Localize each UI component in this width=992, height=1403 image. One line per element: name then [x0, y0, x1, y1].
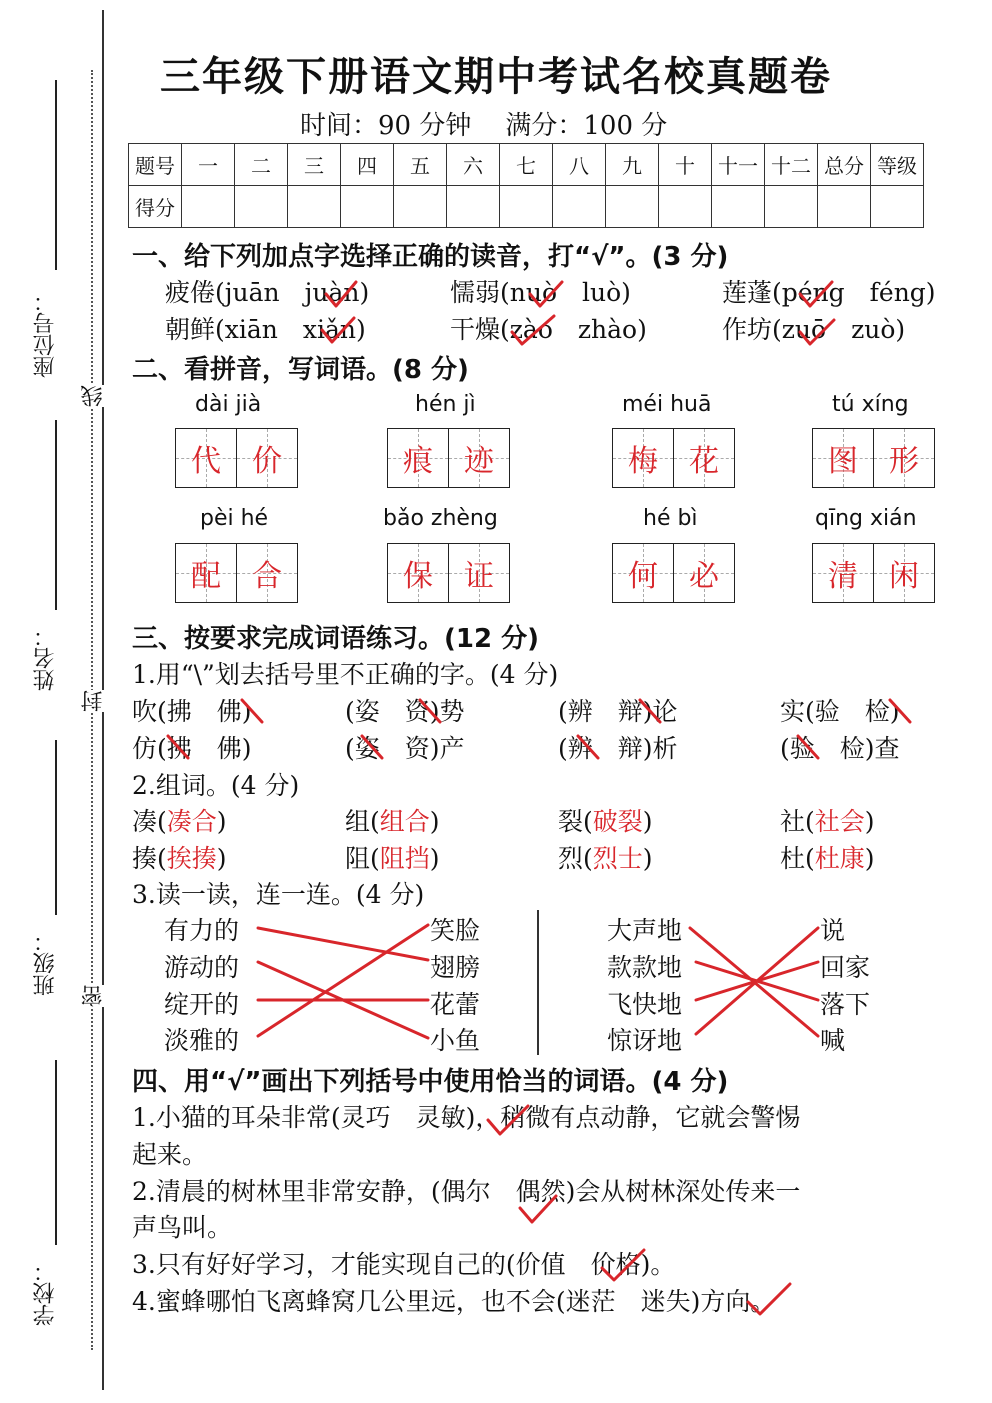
check-mark: [602, 1250, 644, 1280]
answer-char: 何: [628, 559, 658, 594]
check-mark: [748, 1284, 790, 1314]
table-cell: 六: [447, 144, 500, 186]
table-cell: 一: [182, 144, 235, 186]
seal-xian: 线: [78, 385, 109, 407]
base-char: 裂: [558, 807, 584, 836]
check-mark: [322, 318, 354, 342]
base-char: 阻: [345, 844, 371, 873]
answer-char: 代: [191, 444, 221, 479]
match-left: 淡雅的: [164, 1026, 240, 1055]
strike-mark: [578, 736, 598, 758]
question-3-2: 2.组词。(4 分): [132, 771, 300, 800]
class-label: 班级：: [33, 930, 58, 996]
page-title: 三年级下册语文期中考试名校真题卷: [160, 54, 832, 100]
word-group-item: 阻(阻挡): [345, 844, 440, 873]
table-cell: 十二: [765, 144, 818, 186]
pinyin-prompt: qīng xián: [815, 506, 917, 531]
word-group-item: 揍(挨揍): [132, 844, 227, 873]
school-label: 学校：: [33, 1260, 58, 1326]
table-cell: 十一: [712, 144, 765, 186]
answer-char: 图: [828, 444, 858, 479]
answer-char: 痕: [403, 444, 433, 479]
check-mark: [326, 282, 356, 306]
base-char: 社: [780, 807, 806, 836]
name-label: 姓名：: [33, 625, 58, 691]
word-group-item: 杜(杜康): [780, 844, 875, 873]
match-left: 飞快地: [607, 990, 683, 1019]
match-left: 有力的: [164, 916, 240, 945]
sentence-line: 起来。: [132, 1140, 208, 1169]
table-cell: 七: [500, 144, 553, 186]
strike-mark: [168, 736, 188, 758]
strike-mark: [640, 700, 660, 722]
section-2-heading: 二、看拼音，写词语。(8 分): [132, 355, 469, 385]
pinyin-prompt: hé bì: [643, 506, 698, 531]
match-right: 小鱼: [430, 1026, 481, 1055]
answer-word[interactable]: 破裂: [592, 807, 643, 836]
table-cell: 总分: [818, 144, 871, 186]
base-char: 组: [345, 807, 371, 836]
question-3-3: 3.读一读，连一连。(4 分): [132, 880, 425, 909]
question-3-1: 1.用“\”划去括号里不正确的字。(4 分): [132, 660, 559, 689]
answer-char: 价: [252, 444, 282, 479]
sentence-line: 4.蜜蜂哪怕飞离蜂窝几公里远，也不会(迷茫 迷失)方向。: [132, 1287, 776, 1316]
answer-char: 闲: [889, 559, 919, 594]
pinyin-choice: 朝鲜(xiān xiǎn): [165, 315, 366, 344]
base-char: 杜: [780, 844, 806, 873]
match-right: 落下: [820, 990, 871, 1019]
sentence-line: 1.小猫的耳朵非常(灵巧 灵敏)，稍微有点动静，它就会警惕: [132, 1103, 801, 1132]
match-left: 款款地: [607, 953, 683, 982]
word-group-item: 裂(破裂): [558, 807, 653, 836]
answer-char: 花: [689, 444, 719, 479]
crossout-item: (姿 资)势: [345, 697, 465, 726]
crossout-item: (姿 资)产: [345, 734, 465, 763]
check-mark: [520, 1196, 556, 1222]
match-line: [258, 928, 428, 960]
word-group-item: 凑(凑合): [132, 807, 227, 836]
answer-char: 迹: [464, 444, 494, 479]
pinyin-prompt: bǎo zhèng: [383, 506, 498, 531]
section-3-heading: 三、按要求完成词语练习。(12 分): [132, 624, 539, 654]
pinyin-prompt: hén jì: [415, 392, 476, 417]
section-1-heading: 一、给下列加点字选择正确的读音，打“√”。(3 分): [132, 242, 729, 272]
table-cell: 等级: [871, 144, 924, 186]
table-cell: 二: [235, 144, 288, 186]
crossout-item: 吹(拂 佛): [132, 697, 252, 726]
strike-mark: [242, 700, 262, 722]
seal-mi: 密: [78, 985, 109, 1007]
answer-word[interactable]: 凑合: [166, 807, 217, 836]
crossout-item: 仿(拂 佛): [132, 734, 252, 763]
base-char: 烈: [558, 844, 584, 873]
strike-mark: [798, 736, 818, 758]
match-right: 花蕾: [430, 990, 481, 1019]
crossout-item: 实(验 检): [780, 697, 900, 726]
strike-mark: [420, 700, 440, 722]
strike-mark: [362, 736, 382, 758]
match-left: 游动的: [164, 953, 240, 982]
match-line: [258, 925, 428, 1036]
table-cell: 四: [341, 144, 394, 186]
pinyin-prompt: pèi hé: [200, 506, 269, 531]
pinyin-choice: 作坊(zuō zuò): [722, 315, 906, 344]
answer-char: 清: [828, 559, 858, 594]
answer-word[interactable]: 社会: [814, 807, 865, 836]
match-right: 翅膀: [430, 953, 481, 982]
pinyin-prompt: tú xíng: [832, 392, 909, 417]
answer-char: 必: [689, 559, 719, 594]
answer-char: 梅: [628, 444, 658, 479]
table-cell: 十: [659, 144, 712, 186]
sentence-line: 3.只有好好学习，才能实现自己的(价值 价格)。: [132, 1250, 676, 1279]
pinyin-prompt: méi huā: [622, 392, 712, 417]
pinyin-prompt: dài jià: [195, 392, 262, 417]
pinyin-choice: 疲倦(juān juàn): [165, 278, 370, 307]
check-mark: [512, 316, 554, 344]
match-right: 说: [820, 916, 846, 945]
sentence-line: 声鸟叫。: [132, 1213, 233, 1242]
seal-feng: 封: [78, 690, 109, 712]
section-4-heading: 四、用“√”画出下列括号中使用恰当的词语。(4 分): [132, 1067, 729, 1097]
word-group-item: 社(社会): [780, 807, 875, 836]
crossout-item: (辨 辩)论: [558, 697, 678, 726]
match-left: 绽开的: [164, 990, 240, 1019]
match-left: 大声地: [607, 916, 683, 945]
check-mark: [530, 282, 562, 306]
strike-mark: [890, 700, 910, 722]
full-score-label: 满分：100 分: [505, 111, 668, 141]
answer-char: 保: [403, 559, 433, 594]
time-label: 时间：90 分钟: [300, 111, 472, 141]
answer-char: 合: [252, 559, 282, 594]
check-mark: [800, 282, 832, 306]
table-cell: 得分: [129, 186, 182, 228]
answer-char: 配: [191, 559, 221, 594]
sentence-line: 2.清晨的树林里非常安静，(偶尔 偶然)会从树林深处传来一: [132, 1177, 801, 1206]
word-group-item: 烈(烈士): [558, 844, 653, 873]
pinyin-choice: 干燥(zào zhào): [450, 315, 647, 344]
table-cell: 五: [394, 144, 447, 186]
match-right: 笑脸: [430, 916, 481, 945]
match-line: [696, 928, 818, 1034]
answer-word[interactable]: 阻挡: [379, 844, 430, 873]
pinyin-choice: 莲蓬(péng féng): [722, 278, 936, 307]
match-left: 惊讶地: [607, 1026, 683, 1055]
table-cell: 九: [606, 144, 659, 186]
answer-char: 证: [464, 559, 494, 594]
crossout-item: (辨 辩)析: [558, 734, 678, 763]
match-right: 回家: [820, 953, 871, 982]
seat-label: 座位号：: [33, 290, 58, 378]
table-cell: 题号: [129, 144, 182, 186]
check-mark: [488, 1106, 528, 1134]
answer-char: 形: [889, 444, 919, 479]
pinyin-choice: 懦弱(nuò luò): [450, 278, 631, 307]
answer-word[interactable]: 挨揍: [166, 844, 217, 873]
table-cell: 三: [288, 144, 341, 186]
table-cell: 八: [553, 144, 606, 186]
check-mark: [800, 320, 834, 344]
word-group-item: 组(组合): [345, 807, 440, 836]
crossout-item: (验 检)查: [780, 734, 900, 763]
answer-word[interactable]: 烈士: [592, 844, 643, 873]
match-right: 喊: [820, 1026, 846, 1055]
answer-word[interactable]: 杜康: [814, 844, 865, 873]
answer-word[interactable]: 组合: [379, 807, 430, 836]
base-char: 揍: [132, 844, 158, 873]
base-char: 凑: [132, 807, 158, 836]
